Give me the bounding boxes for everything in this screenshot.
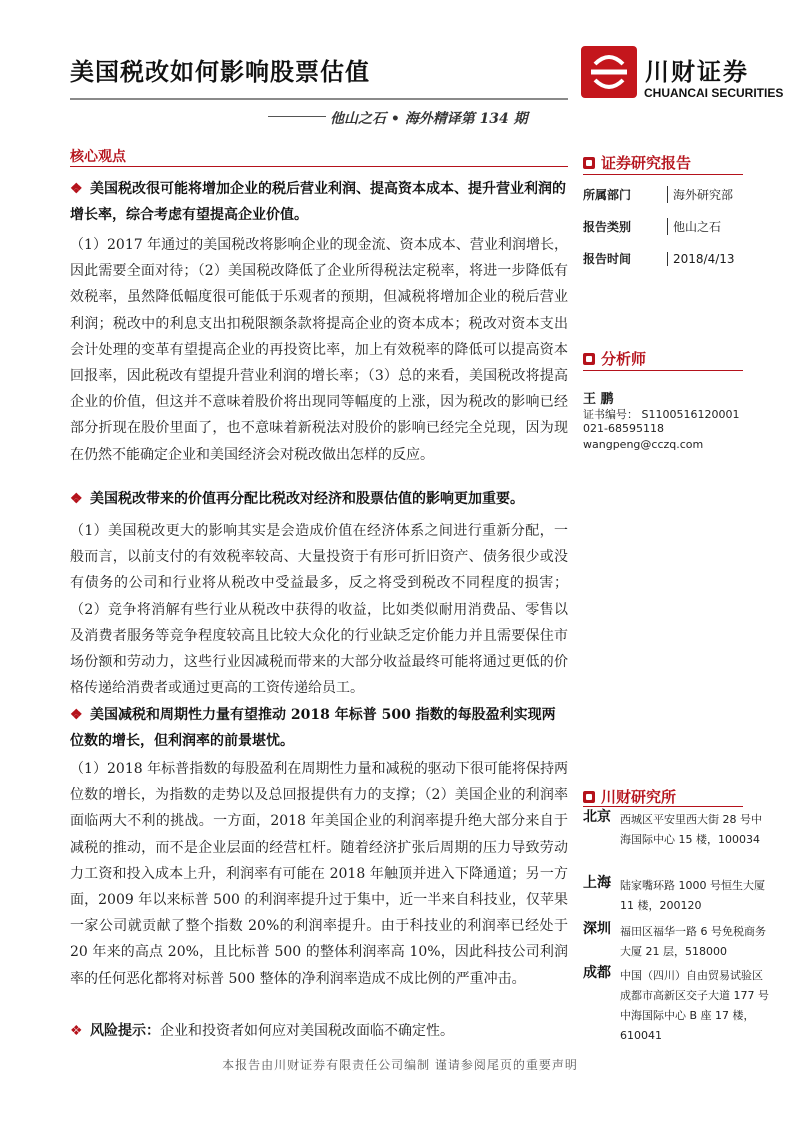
office-addr-shanghai: 陆家嘴环路 1000 号恒生大厦 11 楼，200120 (620, 879, 765, 912)
company-logo-icon (581, 46, 637, 98)
research-report-divider (583, 174, 743, 175)
analyst-name: 王 鹏 (583, 392, 614, 407)
meta-category: 报告类别 他山之石 (583, 220, 722, 234)
office-addr-beijing: 西城区平安里西大街 28 号中海国际中心 15 楼，100034 (620, 813, 762, 846)
key-point-2: ❖ 美国税改带来的价值再分配比税改对经济和股票估值的影响更加重要。 (70, 486, 568, 512)
risk-text: 企业和投资者如何应对美国税改面临不确定性。 (160, 1023, 454, 1039)
report-title: 美国税改如何影响股票估值 (70, 57, 370, 86)
key-point-1-body: （1）2017 年通过的美国税改将影响企业的现金流、资本成本、营业利润增长，因此需要全面对待；（2）美国税改降低了企业所得税法定税率，将进一步降低有效税率，虽然降低幅度很可能低于乐观者的预期，但减税将增加企业的税后营业利润；税改中的利息支出扣税限额条款将提高企业的资本成本；税改对资本支出会计处理的变革有望提高企业的再投资比率，加上有效税率的降低可以提高资本回报率，因此税改有望提升营业利润的增长率；（3）总的来看，美国税改将提高企业的价值，但这并不意味着股价将出现同等幅度的上涨，因为税改的影响已经部分折现在股价里面了，也不意味着新税法对股价的影响已经完全兑现，因为现在仍然不能确定企业和美国经济会对税改做出怎样的反应。 (70, 237, 568, 463)
core-views-underline (70, 166, 568, 167)
core-views-heading: 核心观点 (70, 149, 126, 165)
risk-label: 风险提示： (90, 1023, 160, 1039)
report-subtitle: 他山之石 • 海外精译第 134 期 (330, 111, 528, 127)
diamond-bullet-icon: ❖ (70, 181, 83, 197)
analyst-divider (583, 370, 743, 371)
office-city-shenzhen: 深圳 (583, 921, 611, 937)
key-point-3: ❖ 美国减税和周期性力量有望推动 2018 年标普 500 指数的每股盈利实现两位数的增长，但利润率的前景堪忧。 (70, 702, 568, 754)
office-addr-chengdu: 中国（四川）自由贸易试验区成都市高新区交子大道 177 号中海国际中心 B 座 17 楼，610041 (620, 969, 769, 1042)
analyst-cert: 证书编号： S1100516120001 (583, 408, 740, 421)
risk-warning (70, 1018, 568, 1044)
analyst-heading: 分析师 (583, 348, 646, 369)
research-report-heading: 证券研究报告 (583, 152, 691, 173)
meta-date: 报告时间 2018/4/13 (583, 252, 735, 266)
section-icon (583, 791, 595, 803)
key-point-3-body: （1）2018 年标普指数的每股盈利在周期性力量和减税的驱动下很可能将保持两位数的增长，为指数的走势以及总回报提供有力的支撑；（2）美国企业的利润率面临两大不利的挑战。一方面，2018 年美国企业的利润率提升绝大部分来自于减税的推动，而不是企业层面的经营杠杆。随着经济扩张后周期的压力导致劳动力工资和投入成本上升，利润率有可能在 2018 年触顶并进入下降通道；另一方面，2009 年以来标普 500 的利润率提升过于集中，近一半来自科技业，仅苹果一家公司就贡献了整个指数 20%的利润率提升。由于科技业的利润率已经处于 20 年来的高点 20%，且比标普 500 的整体利润率高 10%，因此科技公司利润率的任何恶化都将对标普 500 整体的净利润率造成不成比例的严重冲击。 (70, 761, 568, 987)
key-point-1: ❖ 美国税改很可能将增加企业的税后营业利润、提高资本成本、提升营业利润的增长率，综合考虑有望提高企业价值。 (70, 176, 568, 228)
diamond-bullet-icon: ❖ (70, 491, 83, 507)
meta-department: 所属部门 海外研究部 (583, 188, 734, 202)
institute-heading: 川财研究所 (583, 786, 676, 807)
section-icon (583, 157, 595, 169)
diamond-bullet-icon: ❖ (70, 1023, 83, 1039)
office-city-shanghai: 上海 (583, 875, 611, 891)
office-city-chengdu: 成都 (583, 965, 611, 981)
office-city-beijing: 北京 (583, 809, 611, 825)
header-divider (70, 98, 568, 100)
footer-disclaimer: 本报告由川财证券有限责任公司编制 谨请参阅尾页的重要声明 (222, 1058, 578, 1072)
key-point-2-body: （1）美国税改更大的影响其实是会造成价值在经济体系之间进行重新分配，一般而言，以前支付的有效税率较高、大量投资于有形可折旧资产、债务很少或没有债务的公司和行业将从税改中受益最多，反之将受到税改不同程度的损害；（2）竞争将消解有些行业从税改中获得的收益，比如类似耐用消费品、零售以及消费者服务等竞争程度较高且比较大众化的行业缺乏定价能力并且需要保住市场份额和劳动力，这些行业因减税而带来的大部分收益最终可能将通过更低的价格传递给消费者或通过更高的工资传递给员工。 (70, 523, 568, 697)
section-icon (583, 353, 595, 365)
subtitle-dash (268, 116, 326, 117)
office-addr-shenzhen: 福田区福华一路 6 号免税商务大厦 21 层，518000 (620, 925, 766, 958)
diamond-bullet-icon: ❖ (70, 707, 83, 723)
company-logo-cn: 川财证券 (645, 58, 749, 86)
analyst-email[interactable]: wangpeng@cczq.com (583, 438, 704, 451)
analyst-phone: 021-68595118 (583, 422, 664, 435)
company-logo-en: CHUANCAI SECURITIES (644, 86, 784, 100)
